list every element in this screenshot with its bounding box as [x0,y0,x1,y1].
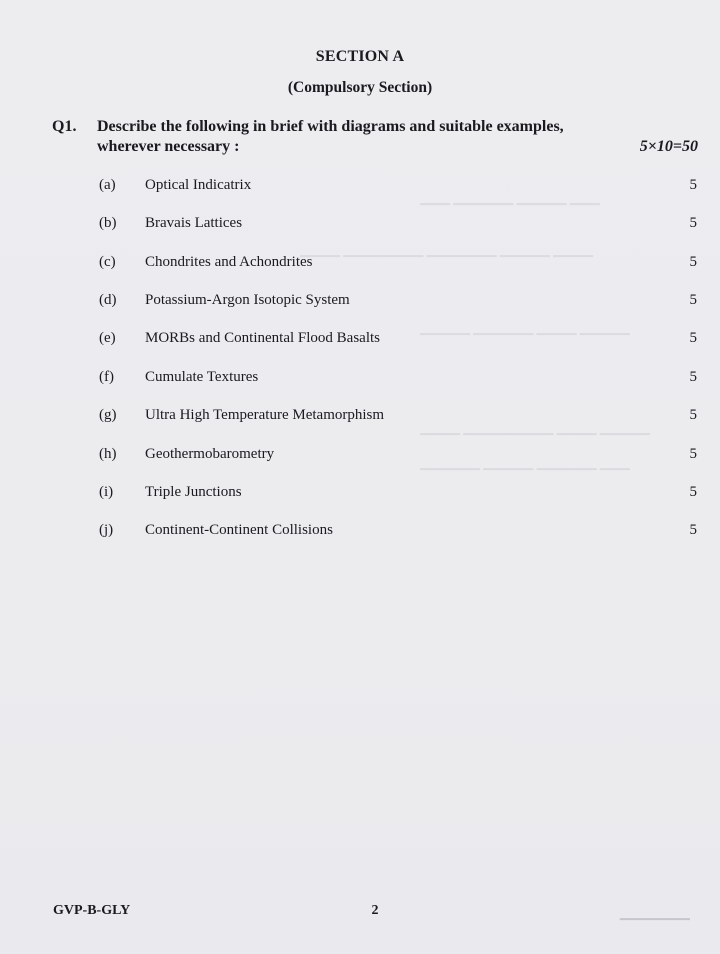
item-text: MORBs and Continental Flood Basalts [145,330,381,346]
question-marks: 5×10=50 [639,138,698,155]
show-through-texture: ▁▁▁▁ ▁▁▁▁▁▁▁▁ ▁▁▁▁▁▁▁ ▁▁▁▁▁ ▁▁▁▁ [300,242,593,257]
item-text: Cumulate Textures [145,369,259,385]
list-item [0,446,720,468]
item-marks: 5 [689,522,697,538]
section-title: SECTION A [315,48,405,65]
item-text: Geothermobarometry [145,446,275,462]
show-through-texture: ▁▁▁▁▁ ▁▁▁▁▁▁ ▁▁▁▁ ▁▁▁▁▁ [420,320,630,335]
item-label: (e) [99,330,116,346]
item-label: (g) [99,407,117,423]
item-marks: 5 [689,177,697,193]
list-item [0,407,720,429]
item-text: Triple Junctions [145,484,242,500]
show-through-texture: ▁▁▁▁ ▁▁▁▁▁▁▁▁▁ ▁▁▁▁ ▁▁▁▁▁ [420,420,650,435]
list-item [0,292,720,314]
list-item [0,330,720,352]
item-label: (b) [99,215,117,231]
item-text: Chondrites and Achondrites [145,254,313,270]
item-marks: 5 [689,215,697,231]
item-marks: 5 [689,369,697,385]
item-label: (c) [99,254,116,270]
list-item [0,369,720,391]
item-text: Optical Indicatrix [145,177,252,193]
list-item [0,215,720,237]
question-text-line2: wherever necessary : [97,138,240,155]
show-through-texture: ▁▁▁▁▁▁▁ [620,905,690,920]
item-label: (f) [99,369,114,385]
page-number: 2 [371,903,379,918]
item-label: (a) [99,177,116,193]
section-subtitle: (Compulsory Section) [287,79,433,96]
item-text: Potassium-Argon Isotopic System [145,292,350,308]
question-text-line1: Describe the following in brief with diagrams and suitable examples, [97,118,564,135]
list-item [0,522,720,544]
item-marks: 5 [689,446,697,462]
item-label: (h) [99,446,117,462]
item-marks: 5 [689,330,697,346]
item-text: Ultra High Temperature Metamorphism [145,407,385,423]
list-item [0,254,720,276]
item-marks: 5 [689,292,697,308]
question-number: Q1. [52,118,77,135]
item-marks: 5 [689,254,697,270]
show-through-texture: ▁▁▁▁▁▁ ▁▁▁▁▁ ▁▁▁▁▁▁ ▁▁▁ [420,455,630,470]
item-label: (i) [99,484,114,500]
item-text: Continent-Continent Collisions [145,522,333,538]
paper-code: GVP-B-GLY [53,903,131,918]
item-marks: 5 [689,407,697,423]
list-item [0,177,720,199]
show-through-texture: ▁▁▁ ▁▁▁▁▁▁ ▁▁▁▁▁ ▁▁▁ [420,190,600,205]
item-text: Bravais Lattices [145,215,243,231]
item-label: (j) [99,522,114,538]
item-label: (d) [99,292,117,308]
item-marks: 5 [689,484,697,500]
list-item [0,484,720,506]
